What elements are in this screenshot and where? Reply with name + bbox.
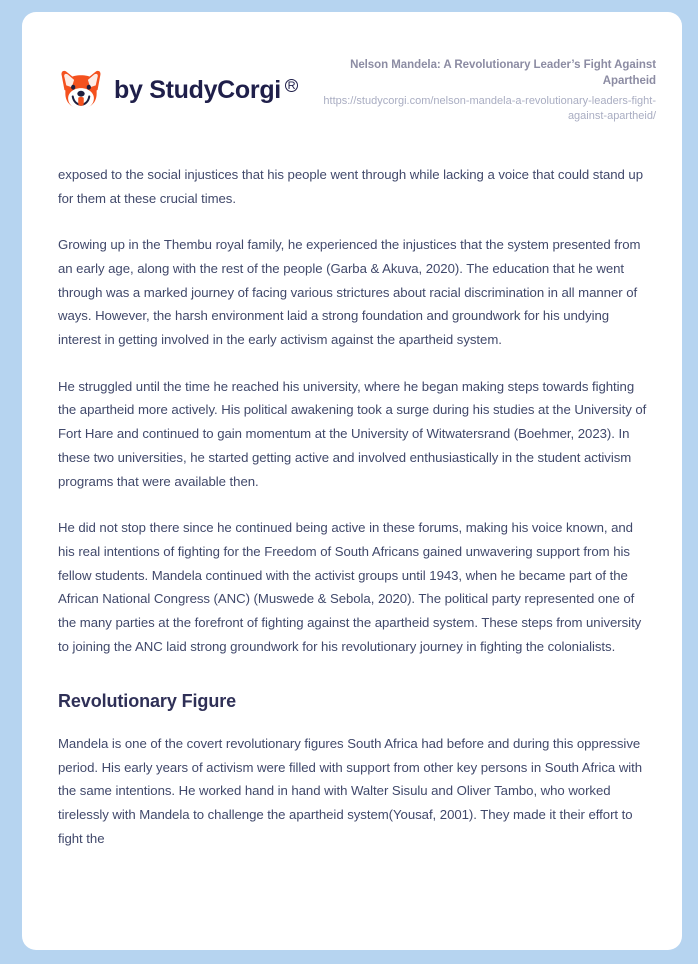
brand-wordmark [114, 75, 298, 104]
section-heading: Revolutionary Figure [58, 691, 237, 712]
body-paragraph: He did not stop there since he continued being active in these forums, making his voice known, and his real intentions of fighting for the Freedom of South Africans gained unwavering support from his fellow students. Mandela continued with the activist groups until 1943, when he became part of the African National Congress (ANC) (Muswede & Sebola, 2020). The political party represented one of the many parties at the forefront of fighting against the apartheid system. These steps from university to joining the ANC laid strong groundwork for his revolutionary journey in fighting the colonialists. [58, 520, 642, 654]
brand-logo[interactable] [58, 67, 298, 113]
document-page [22, 12, 682, 950]
body-paragraph: Growing up in the Thembu royal family, he experienced the injustices that the system presented from an early age, along with the rest of the people (Garba & Akuva, 2020). The education that he went through was a marked journey of facing various strictures about racial discrimination in all manner of ways. However, the harsh environment laid a strong foundation and groundwork for his undying interest in getting involved in the early activism against the apartheid system. [58, 237, 641, 348]
body-paragraph: Mandela is one of the covert revolutionary figures South Africa had before and during this oppressive period. His early years of activism were filled with support from other key persons in South Africa with the same intentions. He worked hand in hand with Walter Sisulu and Oliver Tambo, who worked tirelessly with Mandela to challenge the apartheid system(Yousaf, 2001). They made it their effort to fight the [58, 735, 643, 846]
body-paragraph: He struggled until the time he reached his university, where he began making steps towards fighting the apartheid more actively. His political awakening took a surge during his studies at the University of Fort Hare and continued to gain momentum at the University of Witwatersrand (Boehmer, 2023). In these two universities, he started getting active and involved enthusiastically in the student activism programs that were available then. [58, 378, 647, 489]
page-url: https://studycorgi.com/nelson-mandela-a-revolutionary-leaders-fight-against-apartheid/ [323, 95, 656, 123]
document-body [22, 163, 682, 851]
body-paragraph: exposed to the social injustices that his people went through while lacking a voice that could stand up for them at these crucial times. [58, 166, 643, 206]
page-title: Nelson Mandela: A Revolutionary Leader’s Fight Against Apartheid [350, 59, 656, 87]
document-header [22, 12, 682, 125]
corgi-logo-icon [58, 67, 104, 113]
brand-wordmark-text: by StudyCorgi [114, 75, 281, 104]
header-meta [316, 56, 656, 125]
registered-trademark-icon: R [285, 79, 298, 92]
